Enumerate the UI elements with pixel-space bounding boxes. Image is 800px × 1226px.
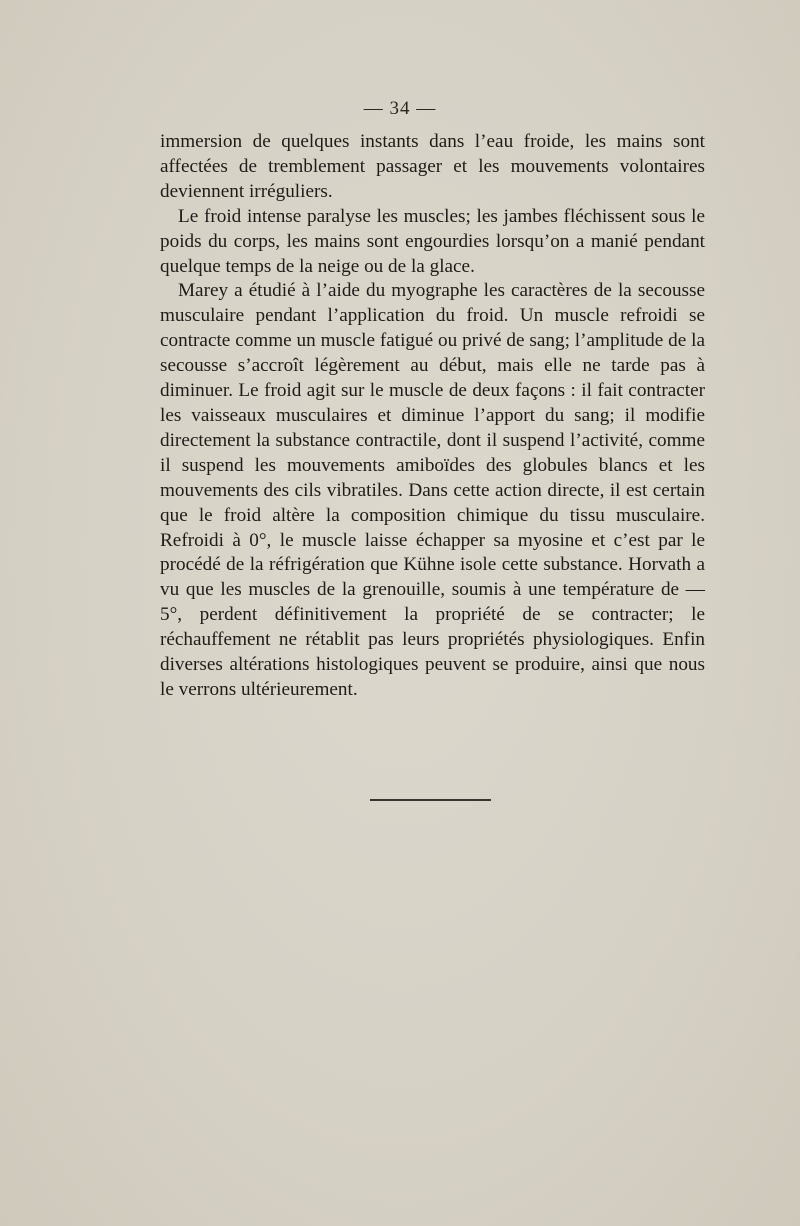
paragraph-cold-paralysis: Le froid intense paralyse les muscles; les jambes fléchissent sous le poids du corps, les mains sont engourdies lorsqu’on a manié pendant quelque temps de la neige ou de la glace. xyxy=(160,205,705,277)
section-divider xyxy=(370,799,491,801)
paragraph-marey-myograph: Marey a étudié à l’aide du myographe les caractères de la secousse musculaire pendant l’application du froid. Un muscle refroidi se contracte comme un muscle fatigué ou privé de sang; l’amplitude de la secousse s’accroît légèrement au début, mais elle ne tarde pas à diminuer. Le froid agit sur le muscle de deux façons : il fait contracter les vaisseaux musculaires et diminue l’apport du sang; il modifie directement la substance contractile, dont il suspend l’activité, comme il suspend les mouvements amiboïdes des globules blancs et les mouvements des cils vibratiles. Dans cette action directe, il est certain que le froid altère la composition chimique du tissu musculaire. Refroidi à 0°, le muscle laisse échapper sa myosine et c’est par le procédé de la réfrigération que Kühne isole cette substance. Horvath a vu que les muscles de la grenouille, soumis à une température de — 5°, perdent définitivement la propriété de se contracter; le réchauffement ne rétablit pas leurs propriétés physiologiques. Enfin diverses altérations histologiques peuvent se produire, ainsi que nous le verrons ultérieurement. xyxy=(160,280,705,700)
body-text xyxy=(160,130,705,703)
page-number: — 34 — xyxy=(363,98,437,119)
paragraph-continuation: immersion de quelques instants dans l’eau froide, les mains sont affectées de tremblement passager et les mouvements volontaires deviennent irréguliers. xyxy=(160,131,705,202)
